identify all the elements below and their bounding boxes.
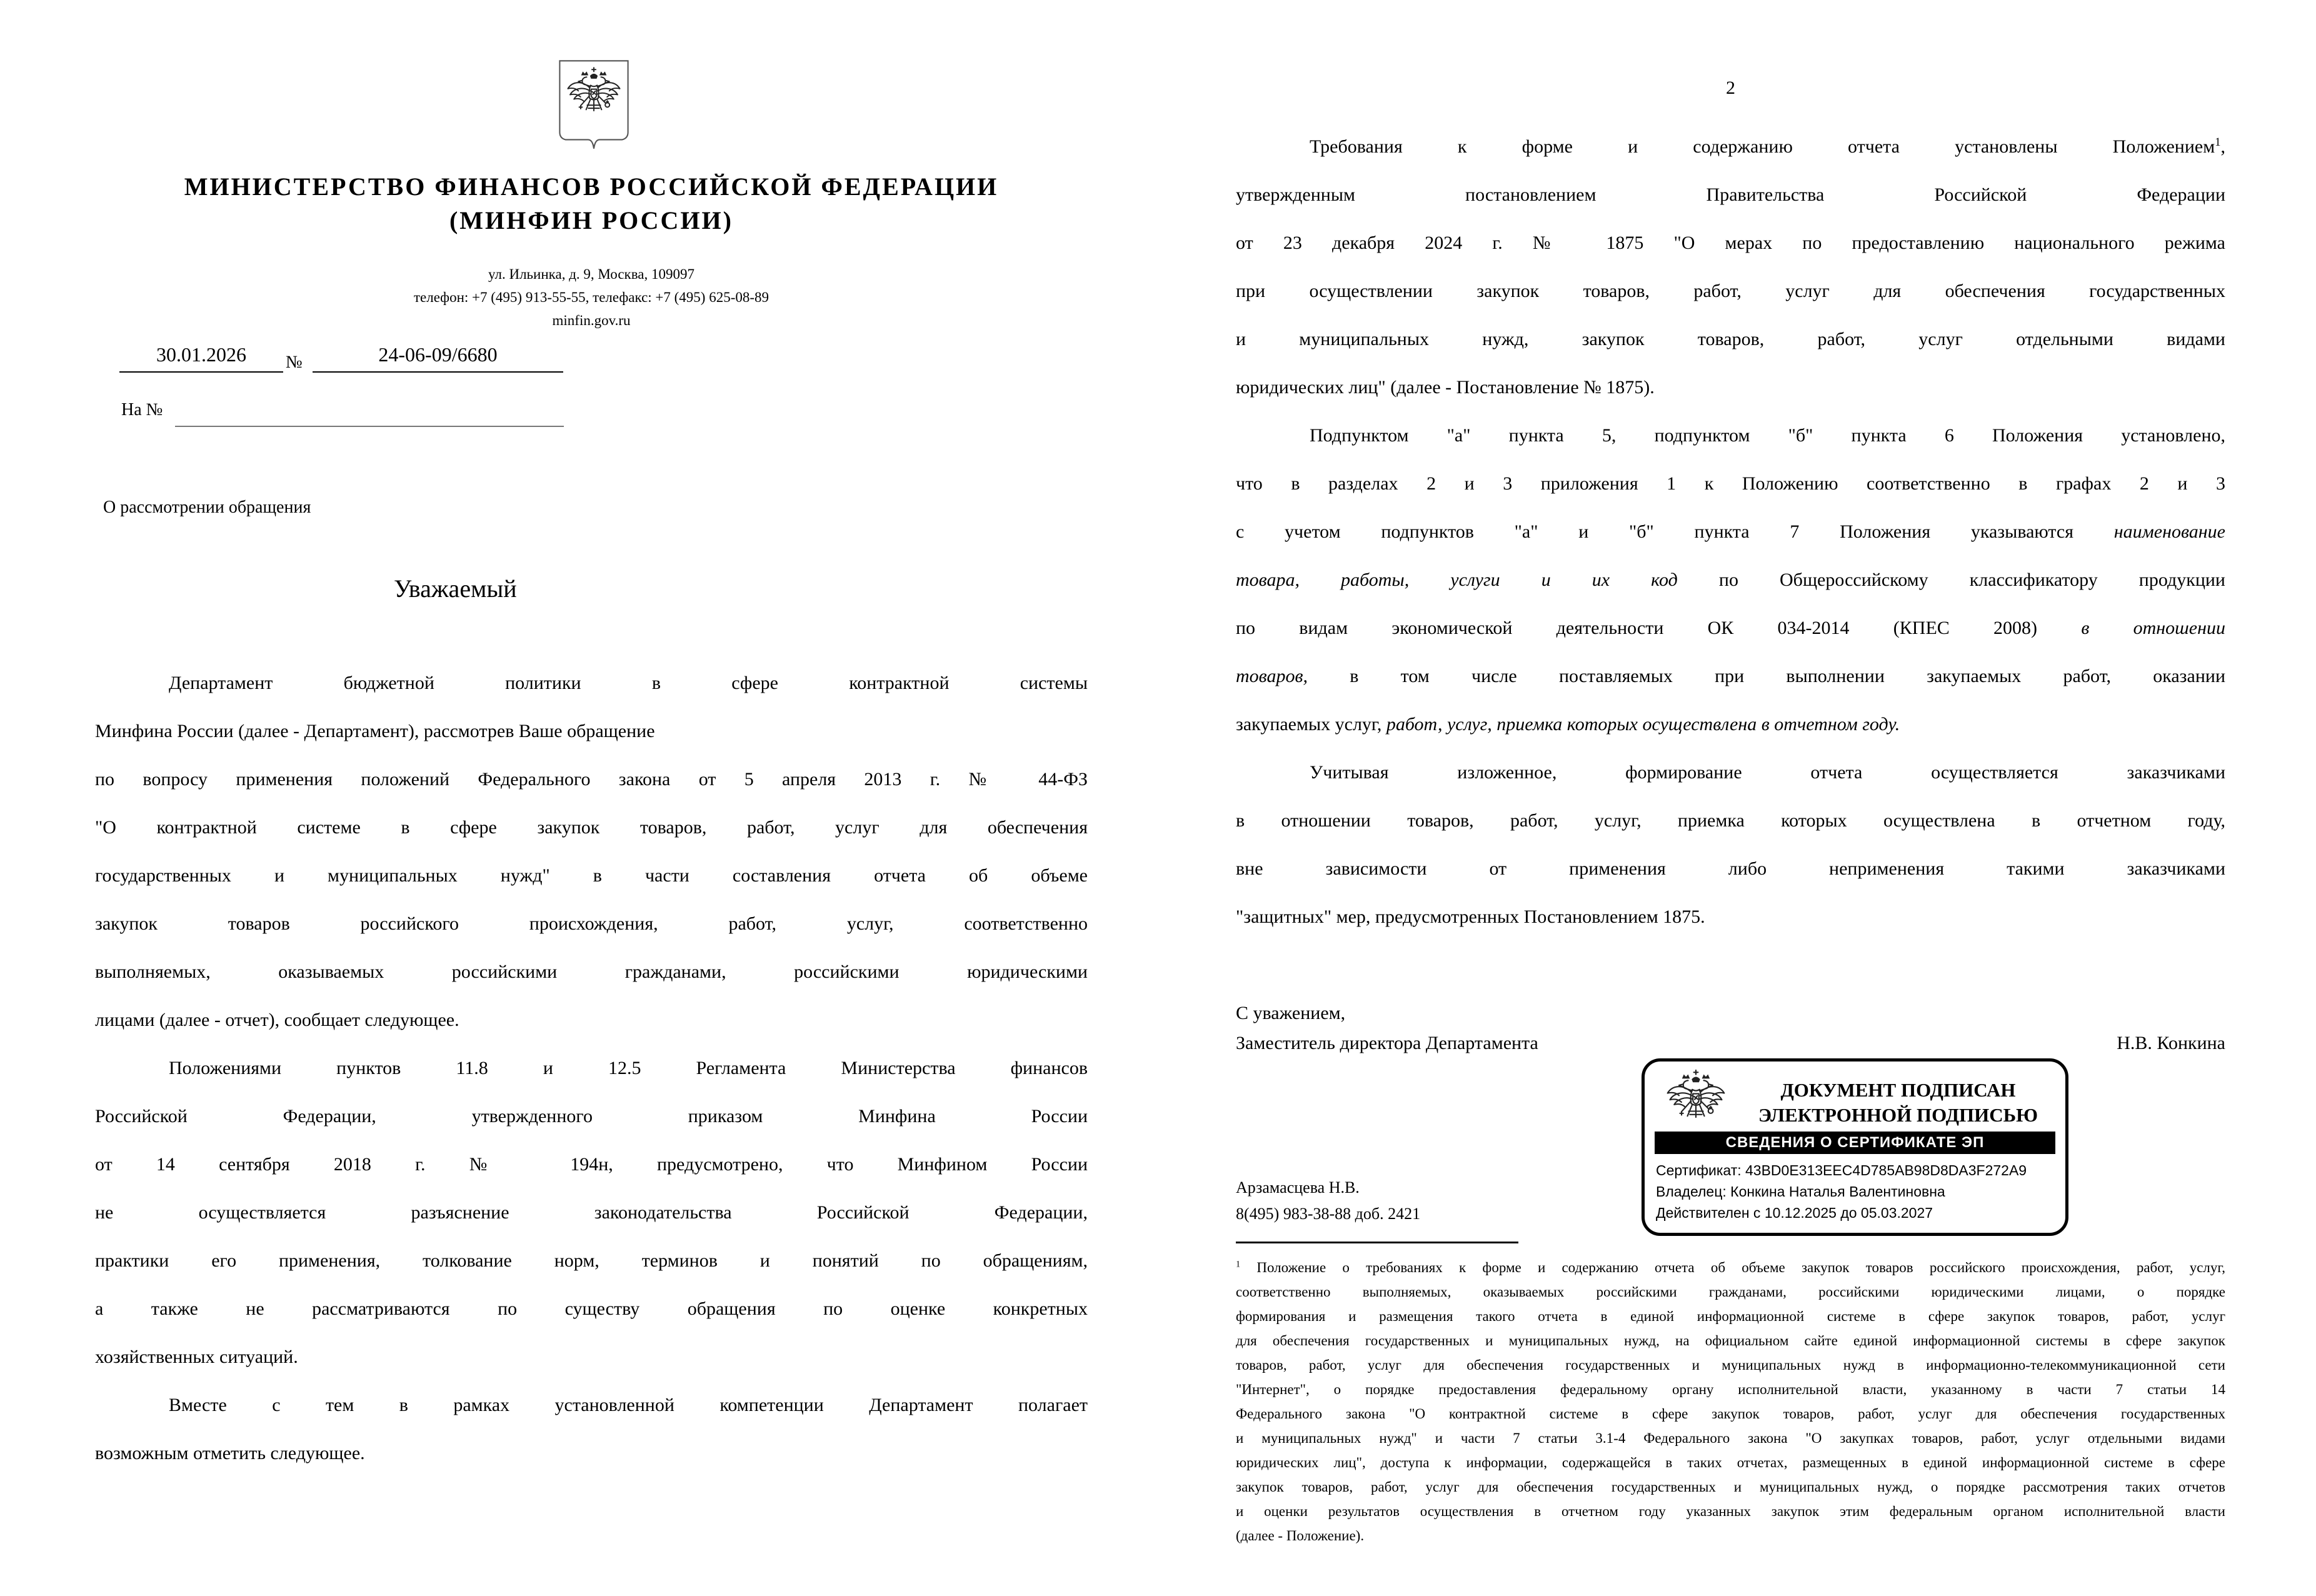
reply-to-underline <box>175 426 564 427</box>
text-line: $^1$ Положение о требованиях к форме и содержанию отчета об объеме закупок товаров российского происхождения, работ, услуг, <box>1236 1259 2225 1275</box>
text-line: юридических лиц" (далее - Постановление № 1875). <box>1236 377 1655 398</box>
date-underline <box>119 371 283 373</box>
page-number: 2 <box>1726 78 1735 98</box>
text-line: "Интернет", о порядке предоставления федеральному органу исполнительной власти, указанному в части 7 статьи 14 <box>1236 1382 2225 1397</box>
number-underline <box>313 371 563 373</box>
org-address-block <box>95 263 1088 332</box>
text-line: выполняемых, оказываемых российскими гражданами, российскими юридическими <box>95 961 1088 982</box>
text-line: Федерального закона "О контрактной системе в сфере закупок товаров, работ, услуг для обеспечения государственных <box>1236 1406 2225 1422</box>
text-line: Требования к форме и содержанию отчета установлены Положением$^1$, <box>1310 136 2225 157</box>
executor-name: Арзамасцева Н.В. <box>1236 1178 1360 1197</box>
text-line: возможным отметить следующее. <box>95 1443 365 1463</box>
text-line: лицами (далее - отчет), сообщает следующее. <box>95 1010 459 1030</box>
reply-to-label: На № <box>121 400 163 419</box>
text-line: вне зависимости от применения либо неприменения такими заказчиками <box>1236 858 2225 879</box>
text-line: с учетом подпунктов "а" и "б" пункта 7 Положения указываются наименование <box>1236 521 2225 542</box>
text-line: товаров, в том числе поставляемых при выполнении закупаемых работ, оказании <box>1236 666 2225 686</box>
text-line: "защитных" мер, предусмотренных Постановлением 1875. <box>1236 906 1705 927</box>
text-line: в отношении товаров, работ, услуг, приемка которых осуществлена в отчетном году, <box>1236 810 2225 831</box>
text-line: хозяйственных ситуаций. <box>95 1347 298 1367</box>
text-line: по вопросу применения положений Федерального закона от 5 апреля 2013 г. № 44-ФЗ <box>95 769 1088 790</box>
org-website: minfin.gov.ru <box>552 313 631 328</box>
text-line: (далее - Положение). <box>1236 1528 1365 1543</box>
footnote <box>1236 1255 2225 1548</box>
text-line: Положениями пунктов 11.8 и 12.5 Регламента Министерства финансов <box>169 1058 1088 1078</box>
page2-body <box>1236 123 2225 941</box>
e-signature-stamp <box>1642 1058 2068 1236</box>
text-line: от 23 декабря 2024 г. № 1875 "О мерах по предоставлению национального режима <box>1236 233 2225 253</box>
page-2 <box>1158 0 2316 1596</box>
page1-body <box>95 659 1088 1477</box>
executor-phone: 8(495) 983-38-88 доб. 2421 <box>1236 1205 1421 1223</box>
text-line: соответственно выполняемых, оказываемых российскими гражданами, российскими юридическими лицами, о порядке <box>1236 1284 2225 1300</box>
salutation: Уважаемый <box>394 575 517 603</box>
text-line: юридических лиц", доступа к информации, содержащейся в таких отчетах, размещенных в единой информационной системе в сфере <box>1236 1455 2225 1470</box>
text-line: товаров, работ, услуг для обеспечения государственных и муниципальных нужд в информационно-телекоммуникационной сети <box>1236 1357 2225 1373</box>
text-line: Учитывая изложенное, формирование отчета осуществляется заказчиками <box>1310 762 2225 783</box>
text-line: практики его применения, толкование норм, терминов и понятий по обращениям, <box>95 1250 1088 1271</box>
signature-row <box>1236 1030 2225 1056</box>
footnote-separator <box>1236 1242 1518 1243</box>
text-line: и муниципальных нужд" и части 7 статьи 3.1-4 Федерального закона "О закупках товаров, работ, услуг отдельными видами <box>1236 1430 2225 1446</box>
text-line: а также не рассматриваются по существу обращения по оценке конкретных <box>95 1298 1088 1319</box>
org-name-line1: МИНИСТЕРСТВО ФИНАНСОВ РОССИЙСКОЙ ФЕДЕРАЦИИ <box>184 173 999 201</box>
text-line: при осуществлении закупок товаров, работ, услуг для обеспечения государственных <box>1236 281 2225 301</box>
text-line: для обеспечения государственных и муниципальных нужд, на официальном сайте единой информационной системы в сфере закупок <box>1236 1333 2225 1348</box>
stamp-coat-of-arms-icon <box>1665 1069 1727 1137</box>
org-name-line2: (МИНФИН РОССИИ) <box>449 206 733 234</box>
text-line: что в разделах 2 и 3 приложения 1 к Положению соответственно в графах 2 и 3 <box>1236 473 2225 494</box>
letter-date: 30.01.2026 <box>156 343 246 366</box>
stamp-title-line2: ЭЛЕКТРОННОЙ ПОДПИСЬЮ <box>1758 1104 2038 1126</box>
text-line: закупаемых услуг, работ, услуг, приемка которых осуществлена в отчетном году. <box>1236 714 1900 735</box>
text-line: и муниципальных нужд, закупок товаров, работ, услуг отдельными видами <box>1236 329 2225 349</box>
closing-regards: С уважением, <box>1236 1003 1346 1023</box>
text-line: по видам экономической деятельности ОК 034-2014 (КПЕС 2008) в отношении <box>1236 618 2225 638</box>
text-line: утвержденным постановлением Правительства Российской Федерации <box>1236 184 2225 205</box>
coat-of-arms-icon <box>553 58 634 160</box>
text-line: Департамент бюджетной политики в сфере контрактной системы <box>169 673 1088 693</box>
text-line: формирования и размещения такого отчета в единой информационной системе в сфере закупок товаров, работ, услуг <box>1236 1308 2225 1324</box>
org-address: ул. Ильинка, д. 9, Москва, 109097 <box>488 266 694 282</box>
org-name-block <box>95 170 1088 238</box>
letter-number: 24-06-09/6680 <box>378 343 498 366</box>
stamp-validity: Действителен с 10.12.2025 до 05.03.2027 <box>1656 1205 1933 1221</box>
text-line: закупок товаров, работ, услуг для обеспечения государственных и муниципальных нужд, о порядке рассмотрения таких отчетов <box>1236 1479 2225 1495</box>
text-line: государственных и муниципальных нужд" в части составления отчета об объеме <box>95 865 1088 886</box>
org-phone: телефон: +7 (495) 913-55-55, телефакс: +7 (495) 625-08-89 <box>413 289 769 305</box>
text-line: закупок товаров российского происхождения, работ, услуг, соответственно <box>95 913 1088 934</box>
text-line: "О контрактной системе в сфере закупок товаров, работ, услуг для обеспечения <box>95 817 1088 838</box>
signer-name: Н.В. Конкина <box>2117 1033 2225 1053</box>
subject-line: О рассмотрении обращения <box>103 498 311 517</box>
text-line: Подпунктом "а" пункта 5, подпунктом "б" пункта 6 Положения установлено, <box>1310 425 2225 446</box>
text-line: товара, работы, услуги и их код по Общероссийскому классификатору продукции <box>1236 570 2225 590</box>
text-line: Российской Федерации, утвержденного приказом Минфина России <box>95 1106 1088 1127</box>
signer-title: Заместитель директора Департамента <box>1236 1033 1538 1053</box>
text-line: Минфина России (далее - Департамент), рассмотрев Ваше обращение <box>95 721 655 741</box>
stamp-cert-header: СВЕДЕНИЯ О СЕРТИФИКАТЕ ЭП <box>1655 1132 2055 1154</box>
stamp-certificate: Сертификат: 43BD0E313EEC4D785AB98D8DA3F272A9 <box>1656 1162 2027 1178</box>
stamp-title-line1: ДОКУМЕНТ ПОДПИСАН <box>1780 1079 2016 1101</box>
number-sign: № <box>286 353 303 372</box>
text-line: Вместе с тем в рамках установленной компетенции Департамент полагает <box>169 1395 1088 1415</box>
text-line: не осуществляется разъяснение законодательства Российской Федерации, <box>95 1202 1088 1223</box>
stamp-owner: Владелец: Конкина Наталья Валентиновна <box>1656 1183 1945 1200</box>
text-line: и оценки результатов осуществления в отчетном году указанных закупок этим федеральным органом исполнительной власти <box>1236 1503 2225 1519</box>
text-line: от 14 сентября 2018 г. № 194н, предусмотрено, что Минфином России <box>95 1154 1088 1175</box>
